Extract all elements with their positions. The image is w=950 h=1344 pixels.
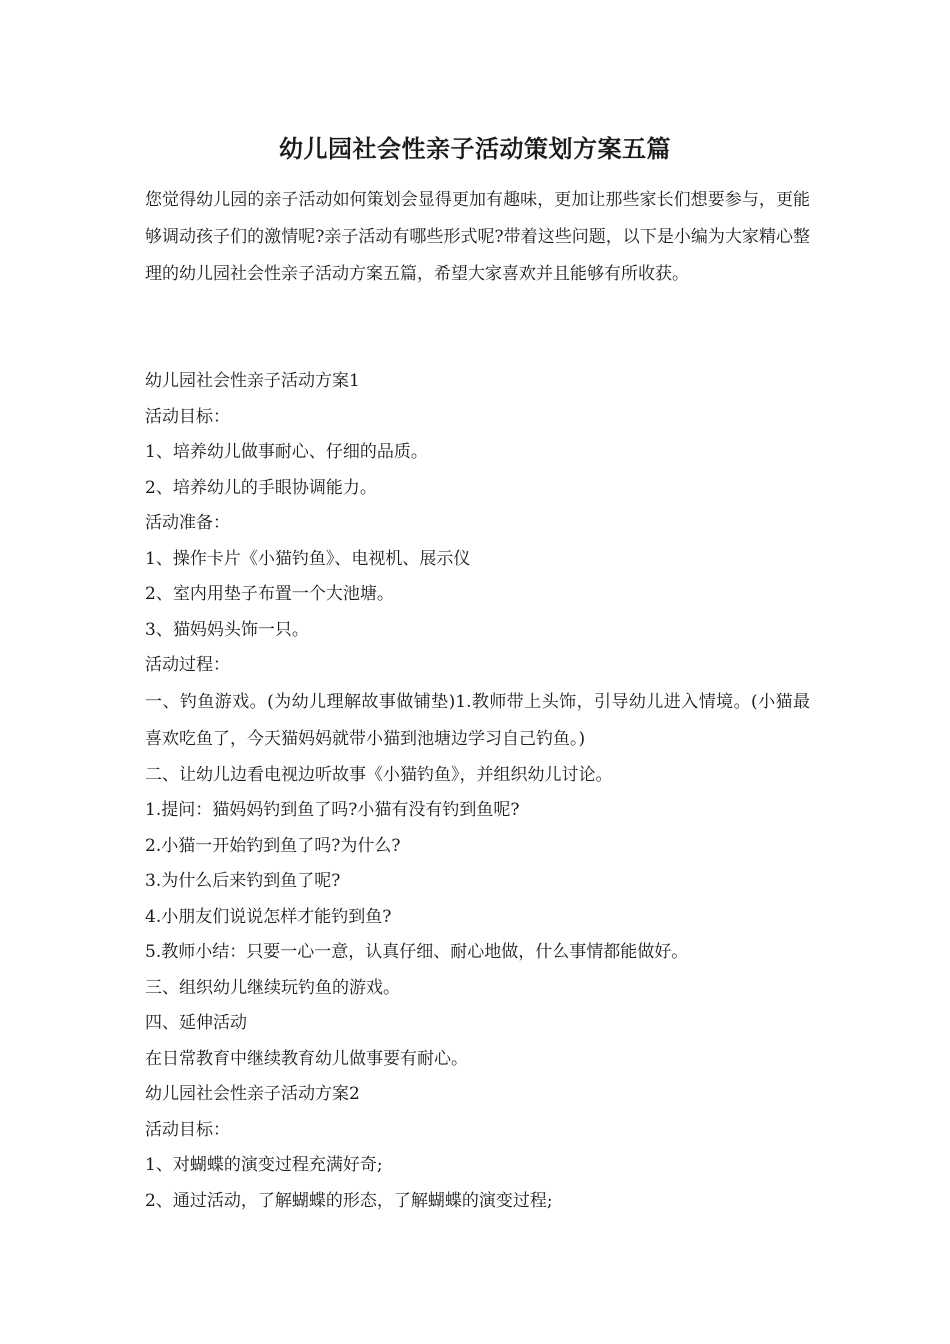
paragraph: 在日常教育中继续教育幼儿做事要有耐心。 [145, 1048, 468, 1069]
list-item: 二、让幼儿边看电视边听故事《小猫钓鱼》，并组织幼儿讨论。 [145, 764, 613, 785]
subheading: 活动准备： [145, 513, 230, 533]
list-item: 3、猫妈妈头饰一只。 [145, 619, 309, 640]
section-heading: 幼儿园社会性亲子活动方案1 [145, 371, 360, 391]
list-item: 1.提问：猫妈妈钓到鱼了吗?小猫有没有钓到鱼呢? [145, 800, 520, 820]
list-item: 2、培养幼儿的手眼协调能力。 [145, 477, 377, 498]
list-item: 2.小猫一开始钓到鱼了吗?为什么? [145, 835, 401, 856]
section-heading: 幼儿园社会性亲子活动方案2 [145, 1084, 360, 1104]
list-item: 三、组织幼儿继续玩钓鱼的游戏。 [145, 977, 400, 998]
list-item: 4.小朋友们说说怎样才能钓到鱼? [145, 906, 392, 927]
list-item: 5.教师小结：只要一心一意，认真仔细、耐心地做，什么事情都能做好。 [145, 942, 689, 962]
list-item: 1、操作卡片《小猫钓鱼》、电视机、展示仪 [145, 548, 471, 569]
list-item: 3.为什么后来钓到鱼了呢? [145, 871, 341, 891]
document-title: 幼儿园社会性亲子活动策划方案五篇 [279, 134, 671, 163]
list-item: 1、培养幼儿做事耐心、仔细的品质。 [145, 442, 428, 462]
subheading: 活动过程： [145, 655, 230, 675]
subheading: 活动目标： [145, 1119, 230, 1140]
list-item: 1、对蝴蝶的演变过程充满好奇; [145, 1155, 383, 1175]
list-item: 2、室内用垫子布置一个大池塘。 [145, 584, 394, 604]
list-item: 四、延伸活动 [145, 1013, 247, 1033]
document-body [145, 364, 810, 1219]
list-item: 2、通过活动，了解蝴蝶的形态，了解蝴蝶的演变过程; [145, 1190, 553, 1211]
intro-paragraph: 您觉得幼儿园的亲子活动如何策划会显得更加有趣味，更加让那些家长们想要参与，更能够调动孩子们的激情呢?亲子活动有哪些形式呢?带着这些问题，以下是小编为大家精心整理的幼儿园社会性亲子活动方案五篇，希望大家喜欢并且能够有所收获。 [145, 190, 810, 284]
subheading: 活动目标： [145, 406, 230, 427]
paragraph: 一、钓鱼游戏。(为幼儿理解故事做铺垫)1.教师带上头饰，引导幼儿进入情境。(小猫最喜欢吃鱼了，今天猫妈妈就带小猫到池塘边学习自己钓鱼。) [145, 691, 810, 749]
